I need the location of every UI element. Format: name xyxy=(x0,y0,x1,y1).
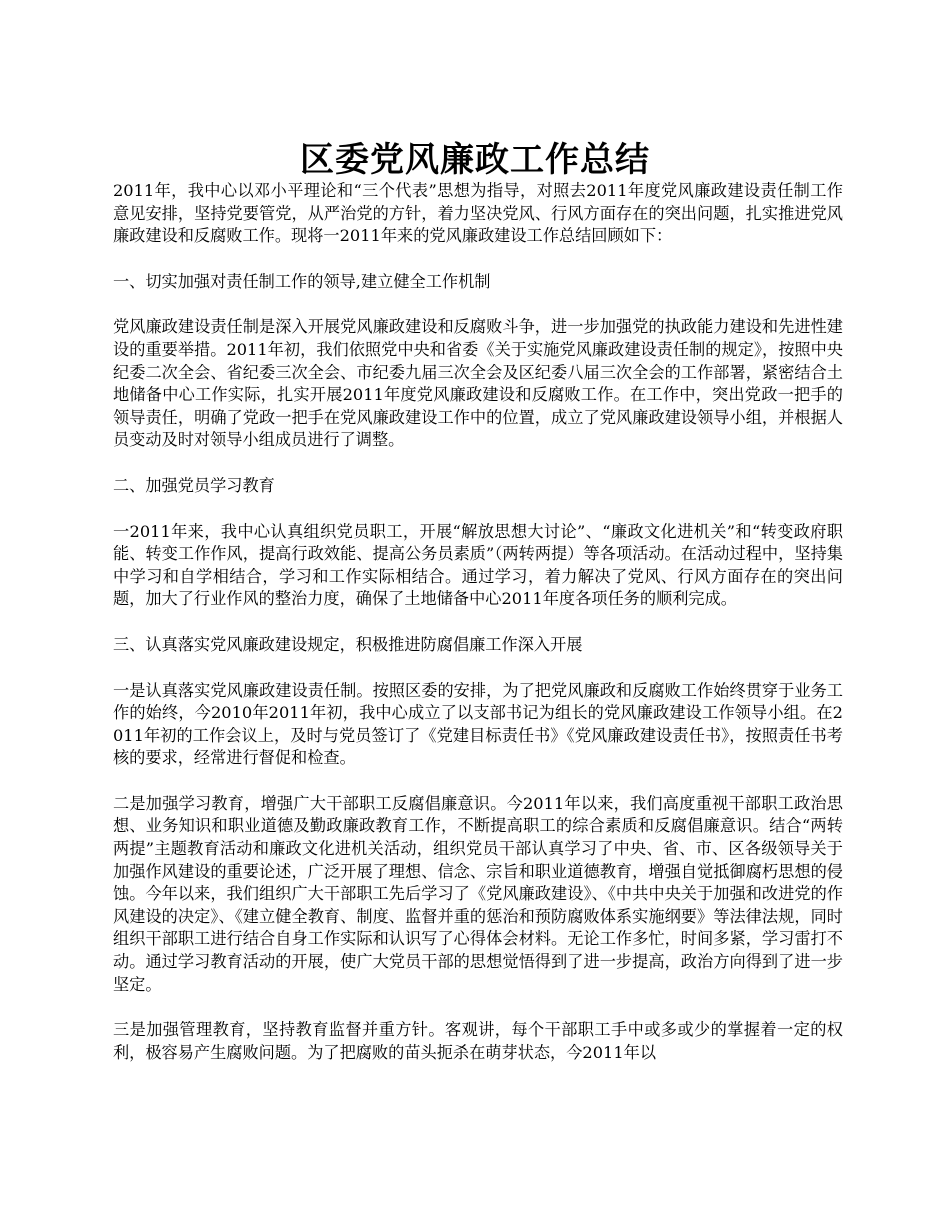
paragraph-point-3: 三是加强管理教育，坚持教育监督并重方针。客观讲，每个干部职工手中或多或少的掌握着一定的权利，极容易产生腐败问题。为了把腐败的苗头扼杀在萌芽状态，今2011年以 xyxy=(113,1020,843,1062)
paragraph-intro: 2011年，我中心以邓小平理论和“三个代表”思想为指导，对照去2011年度党风廉政建设责任制工作意见安排，坚持党要管党，从严治党的方针，着力坚决党风、行风方面存在的突出问题，扎实推进党风廉政建设和反腐败工作。现将一2011年来的党风廉政建设工作总结回顾如下： xyxy=(113,181,843,246)
paragraph-section-2: 一2011年来，我中心认真组织党员职工，开展“解放思想大讨论”、“廉政文化进机关”和“转变政府职能、转变工作作风，提高行政效能、提高公务员素质”（两转两提）等各项活动。在活动过程中，坚持集中学习和自学相结合，学习和工作实际相结合。通过学习，着力解决了党风、行风方面存在的突出问题，加大了行业作风的整治力度，确保了土地储备中心2011年度各项任务的顺利完成。 xyxy=(113,521,843,609)
paragraph-point-1: 一是认真落实党风廉政建设责任制。按照区委的安排，为了把党风廉政和反腐败工作始终贯穿于业务工作的始终，今2010年2011年初，我中心成立了以支部书记为组长的党风廉政建设工作领导小组。在2011年初的工作会议上，及时与党员签订了《党建目标责任书》《党风廉政建设责任书》，按照责任书考核的要求，经常进行督促和检查。 xyxy=(113,680,843,768)
section-heading-1: 一、切实加强对责任制工作的领导,建立健全工作机制 xyxy=(113,271,491,291)
document-title: 区委党风廉政工作总结 xyxy=(300,139,650,180)
document-body xyxy=(113,180,843,1087)
section-heading-3: 三、认真落实党风廉政建设规定，积极推进防腐倡廉工作深入开展 xyxy=(113,634,583,654)
section-heading-2: 二、加强党员学习教育 xyxy=(113,475,275,495)
paragraph-point-2: 二是加强学习教育，增强广大干部职工反腐倡廉意识。今2011年以来，我们高度重视干部职工政治思想、业务知识和职业道德及勤政廉政教育工作，不断提高职工的综合素质和反腐倡廉意识。结合“两转两提”主题教育活动和廉政文化进机关活动，组织党员干部认真学习了中央、省、市、区各级领导关于加强作风建设的重要论述，广泛开展了理想、信念、宗旨和职业道德教育，增强自觉抵御腐朽思想的侵蚀。今年以来，我们组织广大干部职工先后学习了《党风廉政建设》、《中共中央关于加强和改进党的作风建设的决定》、《建立健全教育、制度、监督并重的惩治和预防腐败体系实施纲要》等法律法规，同时组织干部职工进行结合自身工作实际和认识写了心得体会材料。无论工作多忙，时间多紧，学习雷打不动。通过学习教育活动的开展，使广大党员干部的思想觉悟得到了进一步提高，政治方向得到了进一步坚定。 xyxy=(113,793,843,994)
paragraph-section-1: 党风廉政建设责任制是深入开展党风廉政建设和反腐败斗争，进一步加强党的执政能力建设和先进性建设的重要举措。2011年初，我们依照党中央和省委《关于实施党风廉政建设责任制的规定》，按照中央纪委二次全会、省纪委三次全会、市纪委九届三次全会及区纪委八届三次全会的工作部署，紧密结合土地储备中心工作实际，扎实开展2011年度党风廉政建设和反腐败工作。在工作中，突出党政一把手的领导责任，明确了党政一把手在党风廉政建设工作中的位置，成立了党风廉政建设领导小组，并根据人员变动及时对领导小组成员进行了调整。 xyxy=(113,317,843,450)
